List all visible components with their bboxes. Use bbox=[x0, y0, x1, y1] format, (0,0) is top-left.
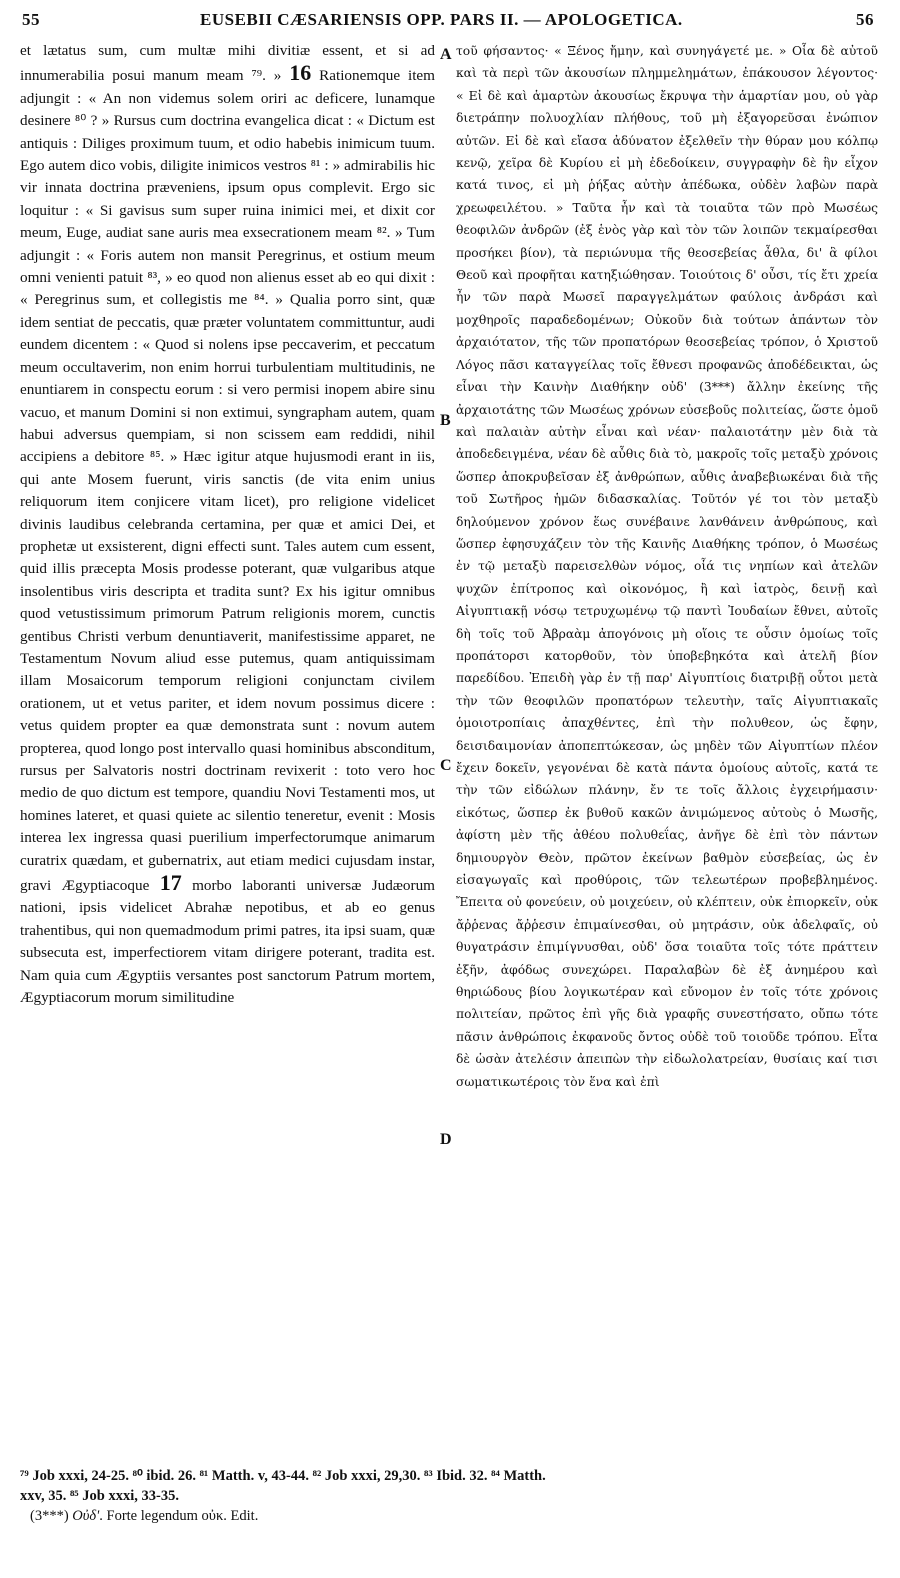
latin-column bbox=[20, 40, 435, 1009]
greek-column bbox=[456, 40, 878, 1093]
margin-letter-b: B bbox=[440, 412, 451, 429]
margin-letter-d: D bbox=[440, 1131, 452, 1148]
footnotes bbox=[20, 1466, 880, 1506]
editor-note-prefix: (3***) bbox=[30, 1508, 73, 1524]
editor-note-italic: Οὐδ' bbox=[72, 1508, 100, 1524]
section-number-16: 16 bbox=[289, 60, 312, 86]
margin-letter-c: C bbox=[440, 757, 452, 774]
footnote-line-1: ⁷⁹ Job xxxi, 24-25. ⁸⁰ ibid. 26. ⁸¹ Matth. v, 43-44. ⁸² Job xxxi, 29,30. ⁸³ Ibid. 32. ⁸⁴ Matth. bbox=[20, 1468, 546, 1484]
editor-note bbox=[30, 1508, 258, 1525]
greek-text: τοῦ φήσαντος· « Ξένος ἤμην, καὶ συνηγάγετέ με. » Οἷα δὲ αὐτοῦ καὶ τὰ περὶ τῶν ἀκουσίων πλημμελημάτων, ἐπάκουσον λέγοντος· « Εἰ δὲ καὶ ἁμαρτὼν ἀκουσίως ἔκρυψα τὴν ἁμαρτίαν μου, οὐ γὰρ διετράπην πολυοχλίαν πλήθους, τοῦ μὴ ἐξαγορεῦσαι ἐνώπιον αὐτῶν. Εἰ δὲ καὶ εἴασα ἀδύνατον ἐξελθεῖν τὴν θύραν μου κόλπῳ κενῷ, χεῖρα δὲ Κυρίου εἰ μὴ ἐδεδοίκειν, συγγραφὴν δὲ ἣν εἶχον κατά τινος, εἰ μὴ ῥήξας αὐτὴν ἀπέδωκα, οὐδὲν λαβὼν παρὰ χρεωφειλέτου. » Ταῦτα ἦν καὶ τὰ τοιαῦτα τῶν πρὸ Μωσέως θεοφιλῶν ἀνδρῶν (ἐξ ἑνὸς γὰρ καὶ τὸν τῶν λοιπῶν τεκμαίρεσθαι προσήκει βίον), τὰ περιώνυμα τῆς θεοσεβείας ἆθλα, δι' ἃ φίλοι Θεοῦ καὶ προφῆται κατηξιώθησαν. Τοιούτοις δ' οὖσι, τίς ἔτι χρεία ἦν τῶν παρὰ Μωσεῖ παραγγελμάτων φαύλοις ἀνδράσι καὶ μοχθηροῖς παραδεδομένων; Οὐκοῦν διὰ τούτων ἁπάντων τὸν ἀρχαιότατον, τῆς τῶν προπατόρων θεοσεβείας τρόπον, ὁ Χριστοῦ Λόγος πᾶσι καταγγείλας τοῖς ἔθνεσι προφανῶς ἀποδέδεικται, ὡς εἶναι τὴν Καινὴν Διαθήκην οὐδ' (3***) ἄλλην ἐκείνης τῆς ἀρχαιοτάτης τῶν Μωσέως χρόνων εὐσεβοῦς πολιτείας, ὥστε ὁμοῦ καὶ παλαιὰν αὐτὴν εἶναι καὶ νέαν· παλαιοτάτην μὲν διὰ τὰ ἀποδεδειγμένα, νέαν δὲ αὖθις διὰ τὸ, μακροῖς τοῖς μεταξὺ χρόνοις ὥσπερ ἀποκρυβεῖσαν ἐξ ἀνθρώπων, αὖθις ἀναβεβιωκέναι διὰ τῆς τοῦ Σωτῆρος ἡμῶν διδασκαλίας. Τοῦτόν γέ τοι τὸν μεταξὺ δηλούμενον χρόνον ἕως συνέβαινε λανθάνειν ἀνθρώπους, καὶ ὥσπερ ἐφησυχάζειν τὸν τῆς Καινῆς Διαθήκης τρόπον, ὁ Μωσέως ἐν τῷ μεταξὺ παρεισελθὼν νόμος, οἷά τις νηπίων καὶ ἀτελῶν ψυχῶν ἐπίτροπος καὶ οἰκονόμος, ἢ καὶ ἰατρὸς, δεινῇ καὶ Αἰγυπτιακῇ νόσῳ τετρυχωμένῳ τῷ παντὶ Ἰουδαίων ἔθνει, αὐτοῖς δὴ τοῖς τοῦ Ἀβραὰμ ἀπογόνοις μὴ οἵοις τε οὖσιν ὁμοίως τοῖς προπάτορσι κατορθοῦν, τὸν ὑποβεβηκότα καὶ ἀτελῆ βίον παρεδίδου. Ἐπειδὴ γὰρ ἐν τῇ παρ' Αἰγυπτίοις διατριβῇ οὗτοι μετὰ τὴν τῶν θεοφιλῶν προπατόρων τελευτὴν, ταῖς Αἰγυπτιακαῖς ὁμοιοτροπίαις ἀπαχθέντες, ἐπὶ τὴν πολυθεον, ὡς ἔφην, δεισιδαιμονίαν ἀποπεπτώκεσαν, ὡς μηδὲν τῶν Αἰγυπτίων πλέον ἔχειν δοκεῖν, γεγονέναι δὲ κατὰ πάντα ὁμοίους αὐτοῖς, κατά τε τὴν τῶν εἰδώλων πλάνην, ἔν τε τοῖς ἄλλοις ἐγχειρήμασιν· εἰκότως, ὥσπερ ἐκ βυθοῦ κακῶν ἀνιμώμενος αὐτοὺς ὁ Μωσῆς, ἀφίστη μὲν τῆς ἀθέου πολυθεΐας, ἀνῆγε δὲ ἐπὶ τὸν πάντων δημιουργὸν Θεὸν, πρῶτον ἐκείνων βαθμὸν εὐσεβείας, ὡς ἐν εἰσαγωγαῖς καὶ προθύροις, τῶν τελεωτέρων προβεβλημένος. Ἔπειτα οὐ φονεύειν, οὐ μοιχεύειν, οὐ κλέπτειν, οὐκ ἐπιορκεῖν, οὐκ ἄῤῥενας ἄῤῥεσιν ἐπιμαίνεσθαι, οὐ μητράσιν, οὐκ ἀδελφαῖς, οὐ θυγατράσιν ἐπιμίγνυσθαι, οὐδ' ὅσα τοιαῦτα τοῖς τότε πράττειν ἐξῆν, ἀφόδως συνεχώρει. Παραλαβὼν δὲ ἐξ ἀνημέρου καὶ θηριώδους βίου λογικωτέραν καὶ εὔνομον ἐν τοῖς τότε χρόνοις πολιτείαν, πρῶτος ἐπὶ γῆς διὰ γραφῆς συνεστήσατο, οὔπω τότε πᾶσιν ἀνθρώποις ἐκφανοῦς ὄντος οὐδὲ τοῦ τοιοῦδε τρόπου. Εἶτα δὲ ὡσὰν ἀτελέσιν ἀπειπὼν τὴν εἰδωλολατρείαν, θυσίαις καί τισι σωματικωτέροις τὸν ἕνα καὶ ἐπὶ bbox=[456, 44, 878, 1089]
running-title: EUSEBII CÆSARIENSIS OPP. PARS II. — APOLOGETICA. bbox=[200, 10, 683, 29]
latin-text-part1: et lætatus sum, cum multæ mihi divitiæ essent, et si ad innumerabilia posui manum meam ⁷⁹. » bbox=[20, 42, 435, 85]
section-number-17: 17 bbox=[159, 870, 182, 896]
editor-note-suffix: . Forte legendum οὐκ. Edit. bbox=[99, 1508, 259, 1524]
latin-text bbox=[20, 40, 435, 1009]
footnote-line-2: xxv, 35. ⁸⁵ Job xxxi, 33-35. bbox=[20, 1488, 179, 1504]
page-number-right: 56 bbox=[856, 10, 874, 29]
margin-letter-a: A bbox=[440, 46, 452, 63]
latin-text-part3: morbo laboranti universæ Judæorum nationi, ipsis videlicet Abrahæ nepotibus, et ab eo genus trahentibus, qui non quemadmodum primi patres, ita ipsi suam, quæ subsecuta est, imperfectiorem vitam dirigere poterant, tradita est. Nam quia cum Ægyptiis versantes post sanctorum Patrum mortem, Ægyptiacorum morum similitudine bbox=[20, 877, 435, 1007]
latin-text-part2: Rationemque item adjungit : « An non videmus solem oriri ac deficere, lunamque desinere ⁸⁰ ? » Rursus cum doctrina evangelica dicat : « Dictum est antiquis : Diliges proximum tuum, et odio habebis inimicum tuum. Ego autem dico vobis, diligite inimicos vestros ⁸¹ : » admirabilis hic vir innata doctrina præveniens, ipsum opus complevit. Ergo sic loquitur : « Si gavisus sum super ruina inimici mei, et dixit cor meum, Euge, audiat sane auris mea exsecrationem meam ⁸². » Tum adjungit : « Foris autem non mansit Peregrinus, et ostium meum omni venienti patuit ⁸³, » eo quod non alienus esset ab eo qui dixit : « Peregrinus sum, et collegistis me ⁸⁴. » Qualia porro sint, quæ idem sentiat de peccatis, quæ præter voluntatem committuntur, audi eundem dicentem : « Quod si nolens ipse peccaverim, et peccatum meum occultaverim, non enim horrui turbulentiam multitudinis, ne enuntiarem in conspectu eorum : si vero permisi inopem abire sinu vacuo, et manum Domini si non extimui, syngrapham autem, quam habui adversus quempiam, si non scissem eam reddidi, nihil accipiens a debitore ⁸⁵. » Hæc igitur atque hujusmodi erant in iis, qui ante Mosem fuerunt, viris sanctis (de vita enim unius reliquorum item conjicere vitam licet), pro religione videlicet divinis laudibus celebranda certamina, per quæ et amici Dei, et prophetæ ut exsisterent, digni effecti sunt. Tales autem cum essent, quid illis præcepta Mosis prodesse poterant, quæ vulgaribus atque insolentibus viris descripta et tradita sunt? Ex his igitur omnibus quod vetustissimum primorum Patrum religionis morem, cunctis gentibus Christi verbum denuntiaverit, manifestissime apparet, ne Testamentum Novum aliud esse putemus, quam antiquissimam illam Mosaicorum temporum religioni conjunctam civilem orationem, ut et vetus pariter, et idem novum possimus dicere : vetus quidem propter ea quæ demonstrata sunt : novum autem propterea, quod longo post intervallo quasi hominibus absconditum, rursus per Salvatoris nostri doctrinam revixerit : toto vero hoc medio de quo dictum est tempore, quandiu Novi Testamenti mos, ut homines lateret, et quasi quiete ac silentio teneretur, evenit : Mosis interea lex ingressa quasi puerilium imperfectorumque animarum curatrix quædam, et gubernatrix, aut etiam medici cujusdam instar, gravi Ægyptiacoque bbox=[20, 67, 435, 895]
page-number-left: 55 bbox=[22, 10, 40, 29]
